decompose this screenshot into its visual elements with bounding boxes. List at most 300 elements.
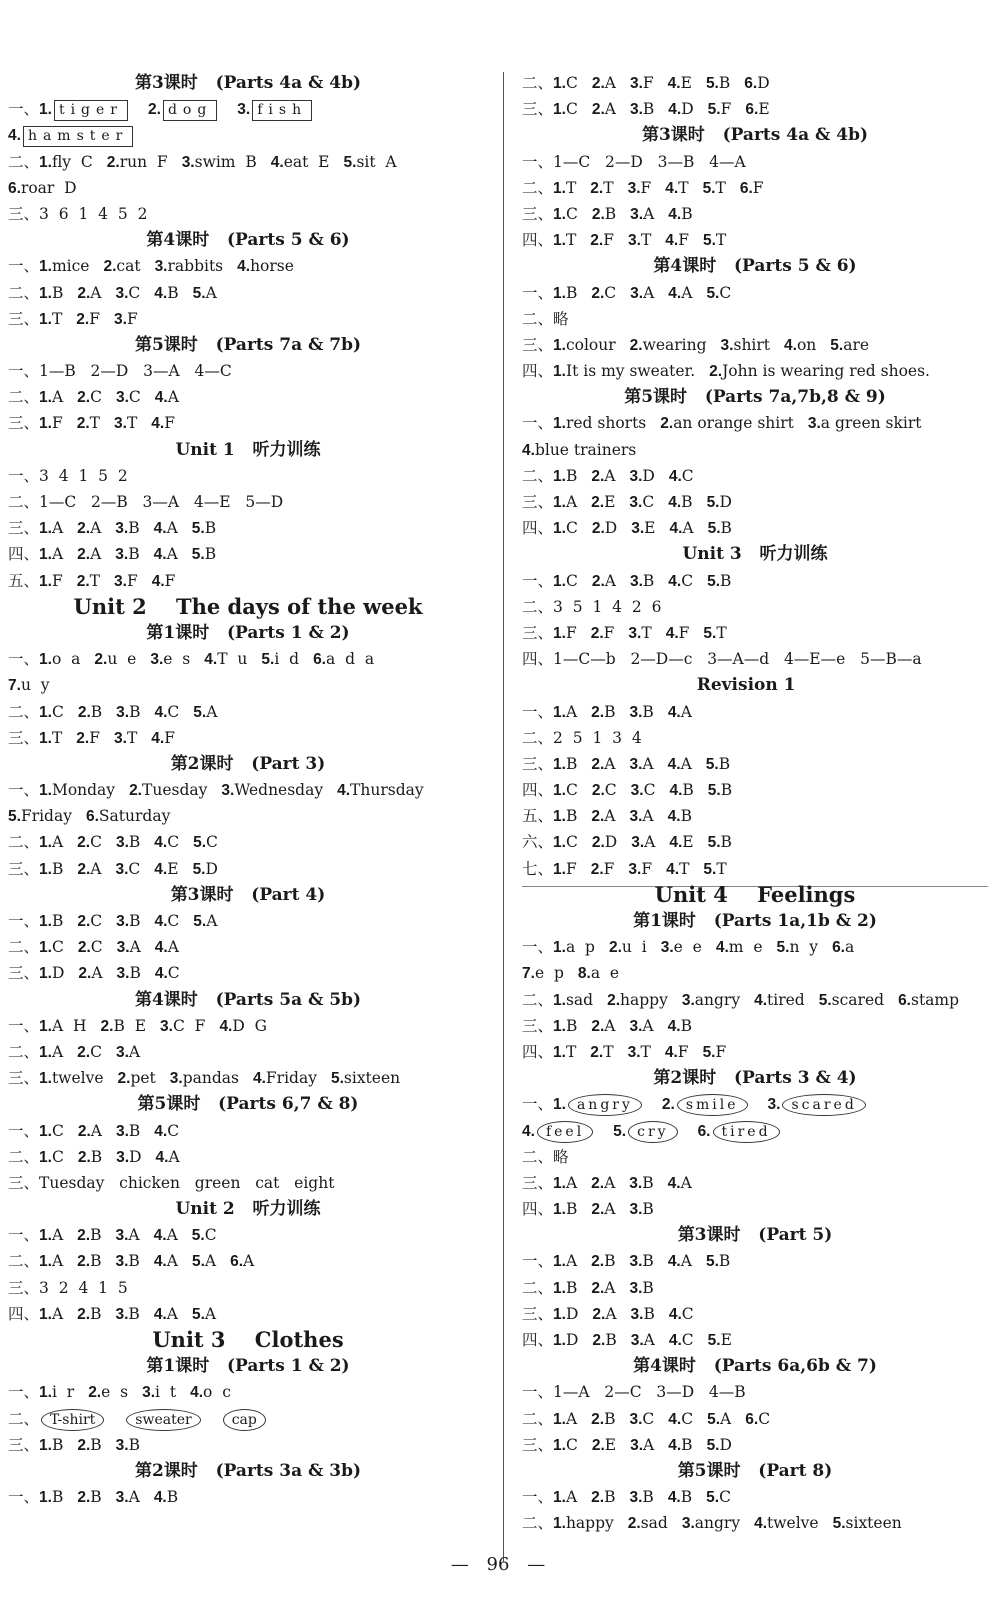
- item-answer: stamp: [911, 990, 960, 1009]
- item-number: 4.: [153, 520, 167, 538]
- item-number: 1.: [553, 624, 566, 642]
- answer-row: [522, 960, 988, 986]
- item-number: 1.: [39, 939, 52, 957]
- question-label: 六、: [522, 834, 554, 852]
- item-answer: T: [126, 414, 138, 433]
- item-number: 3.: [116, 913, 130, 930]
- item-number: 3.: [631, 520, 645, 538]
- answer-row: [522, 1013, 988, 1039]
- question-label: 三、: [522, 494, 554, 511]
- item-answer: A: [168, 1147, 180, 1166]
- question-label: 二、: [8, 1148, 40, 1166]
- boxed-word: tiger: [54, 100, 128, 121]
- lesson-heading: [522, 1353, 988, 1379]
- lesson-parts: (Parts 1 & 2): [227, 1356, 350, 1377]
- item-answer: sit A: [356, 152, 397, 171]
- item-number: 4.: [154, 913, 168, 930]
- item-answer: E: [167, 859, 179, 878]
- item-number: 2.: [106, 153, 120, 171]
- item-number: 5.: [330, 1070, 344, 1088]
- item-number: 2.: [88, 1384, 102, 1402]
- answer-row: [8, 122, 488, 148]
- item-number: 3.: [115, 520, 129, 538]
- item-answer: wearing: [642, 335, 707, 354]
- item-answer: A: [604, 754, 616, 773]
- item-number: 2.: [590, 232, 604, 250]
- item-answer: B: [166, 1488, 179, 1507]
- lesson-parts: (Parts 1a,1b & 2): [713, 911, 877, 931]
- item-answer: A: [205, 283, 217, 302]
- item-answer: D: [681, 100, 694, 119]
- answer-row: [522, 829, 988, 855]
- item-number: 4.: [784, 336, 797, 354]
- item-answer: B: [90, 1304, 102, 1323]
- item-number: 3.: [115, 389, 129, 407]
- lesson-heading: [522, 384, 988, 410]
- item-answer: A: [642, 1016, 654, 1035]
- item-number: 1.: [553, 1043, 566, 1061]
- item-number: 1.: [39, 1148, 52, 1166]
- question-label: 三、: [8, 205, 40, 223]
- item-number: 1.: [39, 284, 52, 302]
- item-answer: C: [51, 938, 64, 957]
- item-number: 5.: [818, 991, 832, 1009]
- item-answer: F: [51, 414, 63, 433]
- item-answer: happy: [620, 990, 668, 1009]
- item-answer: It is my sweater.: [565, 362, 696, 381]
- item-answer: D: [604, 833, 618, 852]
- item-answer: a: [845, 938, 855, 957]
- question-label: 一、: [522, 415, 554, 433]
- answer-text: 3 2 4 1 5: [39, 1278, 128, 1297]
- item-number: 4.: [667, 1253, 681, 1271]
- item-answer: cat: [116, 257, 141, 276]
- item-number: 1.: [39, 729, 52, 747]
- item-number: 4.: [668, 494, 682, 511]
- item-answer: Wednesday: [234, 781, 324, 800]
- answer-row: [522, 620, 988, 646]
- question-label: 一、: [522, 572, 554, 590]
- item-number: 1.: [39, 1070, 52, 1088]
- item-answer: m e: [728, 938, 763, 957]
- item-answer: B: [642, 1488, 654, 1507]
- item-number: 1.: [553, 939, 566, 957]
- item-number: 2.: [608, 939, 622, 957]
- lesson-title: 第4课时: [134, 989, 198, 1010]
- item-answer: angry: [694, 990, 741, 1009]
- item-answer: A: [204, 1252, 217, 1271]
- item-number: 4.: [151, 415, 165, 433]
- item-number: 2.: [591, 1489, 605, 1507]
- item-answer: A: [167, 938, 179, 957]
- question-label: 一、: [8, 782, 40, 800]
- item-number: 2.: [591, 1253, 605, 1271]
- lesson-parts: (Parts 4a & 4b): [722, 125, 869, 146]
- item-answer: rabbits: [167, 257, 224, 276]
- item-number: 1.: [39, 572, 52, 590]
- item-number: 2.: [591, 703, 605, 721]
- item-number: 2.: [77, 1043, 91, 1061]
- question-label: 三、: [8, 1279, 40, 1297]
- item-number: 1.: [39, 1227, 52, 1245]
- item-answer: E: [758, 100, 770, 119]
- item-answer: C: [90, 833, 102, 852]
- answer-row: [8, 829, 488, 855]
- item-number: 1.: [553, 1017, 566, 1035]
- item-answer: F: [164, 571, 176, 590]
- item-number: 2.: [94, 651, 108, 669]
- lesson-parts: 听力训练: [252, 439, 321, 460]
- item-number: 1.: [39, 1017, 52, 1035]
- item-answer: C: [167, 702, 180, 721]
- item-answer: B: [718, 74, 731, 92]
- item-answer: C: [167, 833, 180, 852]
- item-answer: F: [603, 859, 615, 878]
- item-number: 4.: [666, 860, 680, 878]
- question-label: 四、: [522, 651, 554, 669]
- lesson-heading: [522, 672, 988, 698]
- item-number: 2.: [592, 1332, 606, 1349]
- item-number: 3.: [629, 467, 643, 485]
- item-answer: B: [604, 204, 617, 223]
- question-label: 四、: [522, 1332, 554, 1349]
- item-number: 4.: [252, 1070, 266, 1088]
- item-number: 5.: [191, 1227, 205, 1245]
- item-answer: T: [603, 1042, 614, 1061]
- item-number: 4.: [154, 834, 168, 852]
- unit-heading: Unit 3 Clothes: [152, 1327, 344, 1352]
- item-number: 2.: [77, 389, 91, 407]
- item-number: 4.: [8, 127, 21, 145]
- question-label: 二、: [522, 1279, 554, 1297]
- item-answer: A: [51, 388, 64, 407]
- answer-row: [8, 201, 488, 227]
- item-answer: A: [166, 1304, 178, 1323]
- item-answer: A: [128, 1226, 140, 1245]
- lesson-parts: (Part 5): [758, 1225, 833, 1246]
- answer-row: [8, 1013, 488, 1039]
- item-answer: B: [642, 571, 655, 590]
- question-label: 一、: [522, 1096, 554, 1114]
- answer-row: [8, 1118, 488, 1144]
- answer-row: [522, 1196, 988, 1222]
- item-answer: e p: [534, 964, 564, 983]
- question-label: 四、: [8, 1305, 40, 1323]
- item-number: 2.: [77, 1305, 91, 1323]
- item-number: 3.: [115, 546, 129, 564]
- lesson-title: 第5课时: [134, 334, 198, 355]
- item-number: 5.: [703, 860, 717, 878]
- item-number: 3.: [169, 1070, 183, 1088]
- item-answer: B: [565, 1200, 578, 1219]
- item-answer: D: [51, 964, 65, 983]
- item-answer: D: [129, 1147, 142, 1166]
- item-number: 3.: [720, 336, 734, 354]
- item-number: 4.: [154, 389, 168, 407]
- item-answer: F: [715, 1042, 727, 1061]
- item-answer: E: [682, 833, 694, 852]
- unit-heading: Unit 2 The days of the week: [73, 593, 423, 619]
- question-label: 三、: [522, 1436, 554, 1454]
- answer-row: [8, 306, 488, 332]
- item-answer: F: [51, 571, 63, 590]
- item-number: 2.: [76, 310, 90, 328]
- lesson-title: 第3课时: [641, 125, 705, 146]
- item-answer: blue trainers: [534, 440, 637, 459]
- question-label: 三、: [8, 310, 40, 328]
- item-number: 4.: [668, 284, 682, 302]
- item-answer: C: [719, 1488, 731, 1507]
- item-answer: E: [720, 1331, 732, 1349]
- item-answer: A: [243, 1252, 255, 1271]
- item-number: 2.: [77, 1148, 91, 1166]
- item-number: 5.: [193, 913, 207, 930]
- item-answer: A: [90, 545, 102, 564]
- question-label: 四、: [522, 1201, 554, 1219]
- item-number: 1.: [39, 1384, 52, 1402]
- item-number: 1.: [553, 1253, 566, 1271]
- item-answer: T: [565, 231, 577, 250]
- item-number: 2.: [591, 1174, 605, 1192]
- item-answer: D: [565, 1304, 579, 1323]
- item-answer: E: [680, 74, 692, 92]
- item-number: 2.: [709, 363, 723, 381]
- answer-row: [522, 175, 988, 201]
- lesson-parts: 听力训练: [759, 544, 828, 565]
- item-number: 3.: [115, 1305, 129, 1323]
- item-number: 4.: [667, 1174, 681, 1192]
- item-number: 3.: [114, 415, 127, 433]
- item-number: 4.: [154, 965, 168, 983]
- item-answer: A: [204, 1304, 217, 1323]
- lesson-title: 第2课时: [170, 753, 234, 774]
- item-number: 1.: [39, 310, 52, 328]
- answer-row: [8, 358, 488, 384]
- lesson-parts: (Part 3): [251, 753, 326, 774]
- answer-row: [522, 463, 988, 489]
- lesson-title: 第4课时: [653, 256, 717, 277]
- item-answer: A: [166, 1252, 178, 1271]
- item-number: 2.: [77, 939, 91, 957]
- lesson-heading: [8, 1353, 488, 1379]
- item-number: 4.: [190, 1384, 204, 1402]
- answer-text: 1—A 2—C 3—D 4—B: [553, 1383, 746, 1402]
- item-answer: A: [51, 519, 64, 538]
- item-number: 5.: [703, 624, 717, 642]
- answer-row: [8, 672, 488, 698]
- item-number: 2.: [627, 1515, 641, 1533]
- circled-word: cap: [223, 1409, 266, 1431]
- item-answer: A: [90, 1121, 102, 1140]
- item-number: 1.: [553, 1436, 566, 1454]
- answer-row: [522, 777, 988, 803]
- item-answer: F: [642, 74, 654, 92]
- item-answer: Thursday: [350, 781, 424, 800]
- item-answer: D: [565, 1331, 579, 1349]
- item-answer: A: [644, 833, 656, 852]
- item-answer: A: [129, 938, 141, 957]
- item-number: 3.: [629, 1201, 643, 1219]
- item-answer: T: [89, 571, 100, 590]
- item-answer: A: [51, 1304, 64, 1323]
- lesson-heading: [522, 1222, 988, 1248]
- item-number: 3.: [660, 939, 674, 957]
- answer-row: [8, 1039, 488, 1065]
- item-answer: T: [640, 231, 652, 250]
- item-answer: B: [718, 1252, 731, 1271]
- item-answer: B: [720, 519, 732, 538]
- item-answer: T: [641, 623, 652, 642]
- item-number: 2.: [78, 965, 92, 983]
- circled-word: feel: [537, 1121, 593, 1143]
- answer-row: [8, 489, 488, 515]
- answer-row: [522, 856, 988, 882]
- item-answer: sixteen: [343, 1069, 401, 1088]
- item-answer: B: [642, 1278, 654, 1297]
- question-label: 一、: [522, 703, 554, 721]
- item-number: 4.: [665, 624, 679, 642]
- item-number: 2.: [77, 284, 91, 302]
- item-number: 4.: [667, 75, 681, 92]
- answer-row: [522, 1484, 988, 1510]
- item-answer: T: [715, 178, 726, 197]
- item-number: 4.: [667, 1489, 681, 1507]
- item-answer: B: [51, 283, 64, 302]
- item-number: 4.: [668, 467, 682, 485]
- item-answer: A: [565, 1173, 578, 1192]
- answer-row: [8, 1222, 488, 1248]
- answer-row: [8, 1484, 488, 1510]
- item-number: 1.: [39, 651, 52, 669]
- item-answer: C: [90, 912, 103, 930]
- item-number: 4.: [669, 782, 683, 800]
- question-label: 三、: [522, 1174, 554, 1192]
- item-answer: C: [643, 781, 656, 800]
- item-number: 5.: [706, 284, 720, 302]
- question-label: 二、: [522, 467, 554, 485]
- lesson-heading: [8, 620, 488, 646]
- question-label: 三、: [522, 336, 554, 354]
- item-number: 3.: [115, 1227, 129, 1245]
- answer-row: [8, 410, 488, 436]
- item-number: 1.: [553, 703, 566, 721]
- item-answer: F: [126, 571, 138, 590]
- item-number: 1.: [553, 467, 566, 485]
- question-label: 三、: [8, 415, 40, 433]
- item-number: 5.: [192, 860, 206, 878]
- item-number: 1.: [553, 755, 566, 773]
- question-label: 二、: [8, 494, 40, 511]
- item-number: 2.: [591, 1017, 605, 1035]
- answer-row: [8, 463, 488, 489]
- item-answer: B: [604, 1252, 616, 1271]
- item-number: 1.: [39, 153, 52, 171]
- item-answer: F: [89, 309, 100, 328]
- item-number: 4.: [153, 1253, 167, 1271]
- item-answer: u i: [621, 938, 647, 957]
- item-number: 2.: [100, 1017, 114, 1035]
- lesson-heading: [8, 1458, 488, 1484]
- item-answer: C: [51, 1147, 64, 1166]
- item-number: 3.: [628, 624, 642, 642]
- item-number: 4.: [667, 755, 681, 773]
- question-label: 二、: [522, 310, 554, 328]
- item-number: 3.: [115, 1122, 129, 1140]
- item-answer: scared: [831, 990, 885, 1009]
- answer-row: [8, 1275, 488, 1301]
- item-number: 3.: [629, 494, 643, 511]
- item-answer: E: [604, 1435, 617, 1454]
- question-label: 三、: [522, 624, 554, 642]
- item-answer: A: [128, 1488, 140, 1507]
- item-answer: B: [680, 807, 692, 826]
- item-answer: C: [90, 388, 102, 407]
- circled-word: angry: [568, 1094, 642, 1116]
- item-number: 3.: [114, 310, 127, 328]
- item-number: 2.: [103, 258, 117, 276]
- circled-word: T-shirt: [41, 1409, 104, 1431]
- item-answer: B: [51, 1435, 64, 1454]
- item-number: 4.: [667, 808, 681, 826]
- answer-row: [522, 1170, 988, 1196]
- answer-row: [8, 280, 488, 306]
- item-number: 3.: [630, 1332, 644, 1349]
- item-number: 2.: [591, 205, 605, 223]
- item-number: 1.: [553, 363, 566, 381]
- question-label: 一、: [8, 1122, 40, 1140]
- question-label: 一、: [522, 1253, 554, 1271]
- item-number: 3.: [631, 834, 645, 852]
- answer-row: [522, 934, 988, 960]
- item-number: 4.: [153, 1489, 167, 1507]
- item-number: 6.: [898, 991, 911, 1009]
- item-number: 4.: [153, 546, 167, 564]
- item-number: 2.: [591, 834, 605, 852]
- item-number: 4.: [667, 703, 681, 721]
- item-answer: T: [715, 231, 727, 250]
- item-number: 5.: [705, 755, 719, 773]
- item-number: 5.: [706, 1489, 720, 1507]
- item-number: 3.: [629, 1279, 643, 1297]
- item-number: 2.: [591, 572, 605, 590]
- item-number: 3.: [115, 1436, 129, 1454]
- answer-row: [8, 1301, 488, 1327]
- item-number: 2.: [592, 1305, 606, 1323]
- item-answer: C: [681, 466, 694, 485]
- item-number: 3.: [116, 703, 130, 721]
- item-answer: B: [604, 1409, 616, 1428]
- item-number: 3.: [629, 1174, 643, 1192]
- item-answer: B: [90, 1147, 103, 1166]
- item-number: 2.: [591, 101, 605, 119]
- question-label: 四、: [522, 232, 554, 250]
- question-label: 一、: [522, 284, 554, 302]
- item-answer: B: [565, 807, 578, 826]
- page-number: 96: [486, 1554, 510, 1575]
- lesson-parts: (Parts 7a & 7b): [215, 334, 362, 355]
- lesson-heading: [8, 70, 488, 96]
- item-number: 1.: [553, 808, 566, 826]
- lesson-heading: [8, 1091, 488, 1117]
- item-answer: T: [679, 859, 690, 878]
- item-answer: B: [128, 1435, 140, 1454]
- item-number: 4.: [667, 1017, 681, 1035]
- lesson-heading: [8, 751, 488, 777]
- item-number: 3.: [115, 834, 129, 852]
- item-number: 5.: [707, 782, 721, 800]
- item-number: 3.: [115, 284, 129, 302]
- question-label: 三、: [522, 755, 554, 773]
